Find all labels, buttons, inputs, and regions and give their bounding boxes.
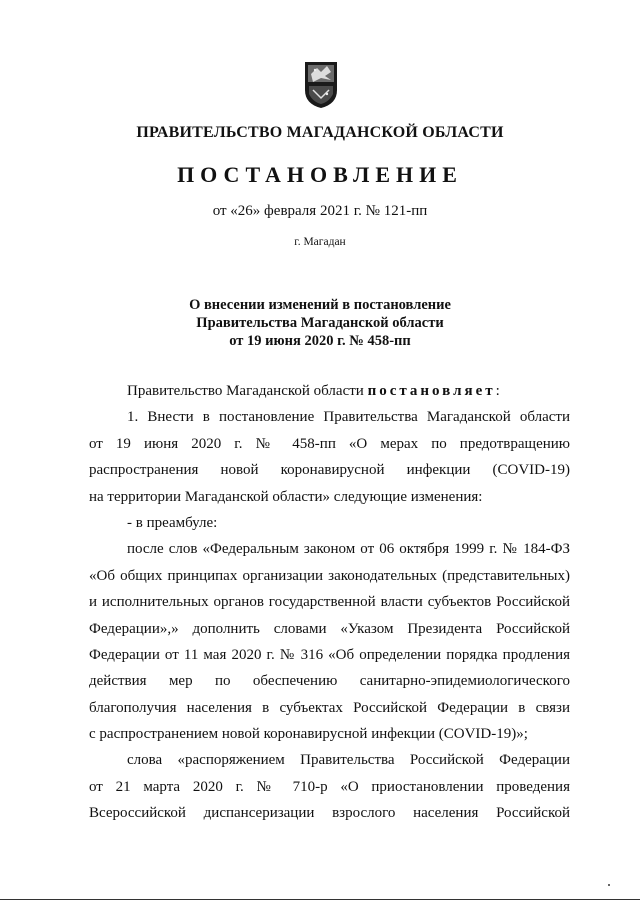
body-line: от 21 марта 2020 г. № 710-р «О приостановлении проведения <box>89 778 570 795</box>
subject-line: Правительства Магаданской области <box>196 315 444 331</box>
intro-colon: : <box>495 383 500 399</box>
document-subject <box>0 296 640 350</box>
body-line: «Об общих принципах организации законодательных (представительных) <box>89 567 570 584</box>
coat-of-arms-icon <box>303 60 339 110</box>
subject-line: от 19 июня 2020 г. № 458-пп <box>229 333 411 349</box>
body-line: Федерации»,» дополнить словами «Указом Президента Российской <box>89 620 570 637</box>
intro-line <box>89 378 570 404</box>
body-line: слова «распоряжением Правительства Российской Федерации <box>127 752 570 769</box>
document-body <box>89 378 570 827</box>
city: г. Магадан <box>294 236 346 248</box>
body-line: распространения новой коронавирусной инфекции (COVID-19) <box>89 462 570 479</box>
body-line: с распространением новой коронавирусной инфекции (COVID-19)»; <box>89 726 528 743</box>
document-type: ПОСТАНОВЛЕНИЕ <box>177 162 463 187</box>
body-line: Всероссийской диспансеризации взрослого населения Российской <box>89 805 570 822</box>
body-line: Федерации от 11 мая 2020 г. № 316 «Об определении порядка продления <box>89 646 570 663</box>
body-line: - в преамбуле: <box>127 514 218 531</box>
government-name: ПРАВИТЕЛЬСТВО МАГАДАНСКОЙ ОБЛАСТИ <box>136 124 504 141</box>
body-line: и исполнительных органов государственной власти субъектов Российской <box>89 594 570 611</box>
body-line: от 19 июня 2020 г. № 458-пп «О мерах по предотвращению <box>89 435 570 452</box>
intro-text: Правительство Магаданской области <box>127 383 368 399</box>
page-bottom-edge <box>0 899 640 900</box>
body-line: на территории Магаданской области» следующие изменения: <box>89 488 483 505</box>
scan-dot <box>608 884 610 886</box>
date-number: от «26» февраля 2021 г. № 121-пп <box>212 203 428 219</box>
body-line: действия мер по обеспечению санитарно-эпидемиологического <box>89 673 570 690</box>
intro-keyword: постановляет <box>367 383 496 399</box>
body-line: после слов «Федеральным законом от 06 октября 1999 г. № 184-ФЗ <box>127 541 570 558</box>
body-line: благополучия населения в субъектах Российской Федерации в связи <box>89 699 570 716</box>
body-line: 1. Внести в постановление Правительства Магаданской области <box>127 409 570 426</box>
subject-line: О внесении изменений в постановление <box>189 297 451 313</box>
